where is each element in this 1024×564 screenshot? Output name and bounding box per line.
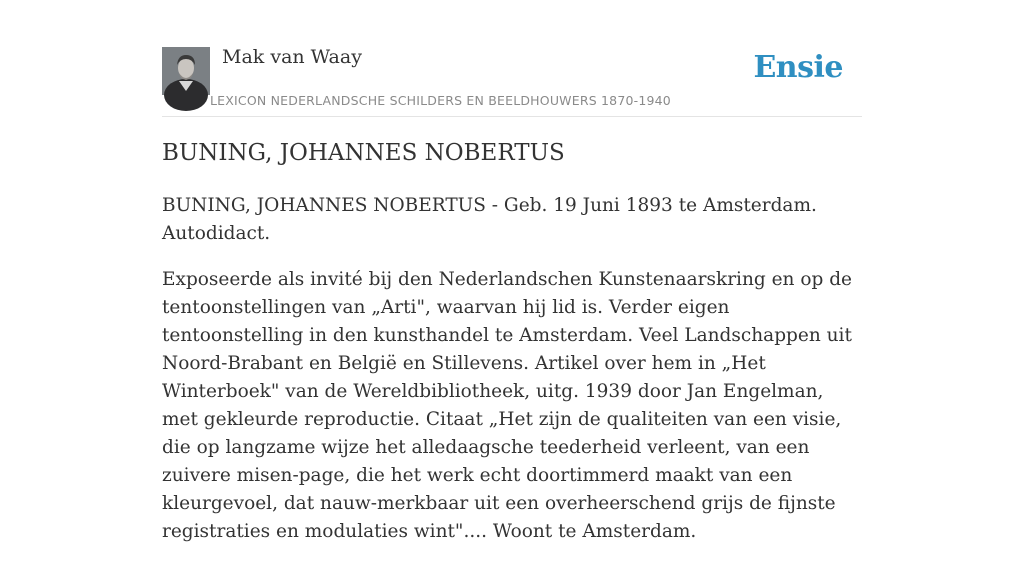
author-avatar[interactable] [162, 47, 210, 95]
article-paragraph: BUNING, JOHANNES NOBERTUS - Geb. 19 Juni 1893 te Amsterdam. Autodidact. [162, 195, 817, 244]
ensie-logo[interactable]: Ensie [753, 50, 843, 85]
author-name[interactable]: Mak van Waay [222, 46, 362, 68]
header [162, 0, 862, 117]
article-paragraph: Exposeerde als invité bij den Nederlandschen Kunstenaarskring en op de tentoonstellingen van „Arti", waarvan hij lid is. Verder eigen tentoonstelling in den kunsthandel te Amsterdam. Veel Landschappen uit Noord-Brabant en België en Stillevens. Artikel over hem in „Het Winterboek" van de Wereldbibliotheek, uitg. 1939 door Jan Engelman, met gekleurde reproductie. Citaat „Het zijn de qualiteiten van een visie, die op langzame wijze het alledaagsche teederheid verleent, van een zuivere misen-page, die het werk echt doortimmerd maakt van een kleurgevoel, dat nauw-merkbaar uit een overheerschend grijs de fijnste registraties en modulaties wint".... Woont te Amsterdam. [162, 269, 852, 542]
article-title: BUNING, JOHANNES NOBERTUS [162, 140, 565, 166]
article-body [162, 192, 862, 564]
portrait-icon [162, 47, 210, 95]
lexicon-title[interactable]: LEXICON NEDERLANDSCHE SCHILDERS EN BEELDHOUWERS 1870-1940 [210, 93, 671, 108]
